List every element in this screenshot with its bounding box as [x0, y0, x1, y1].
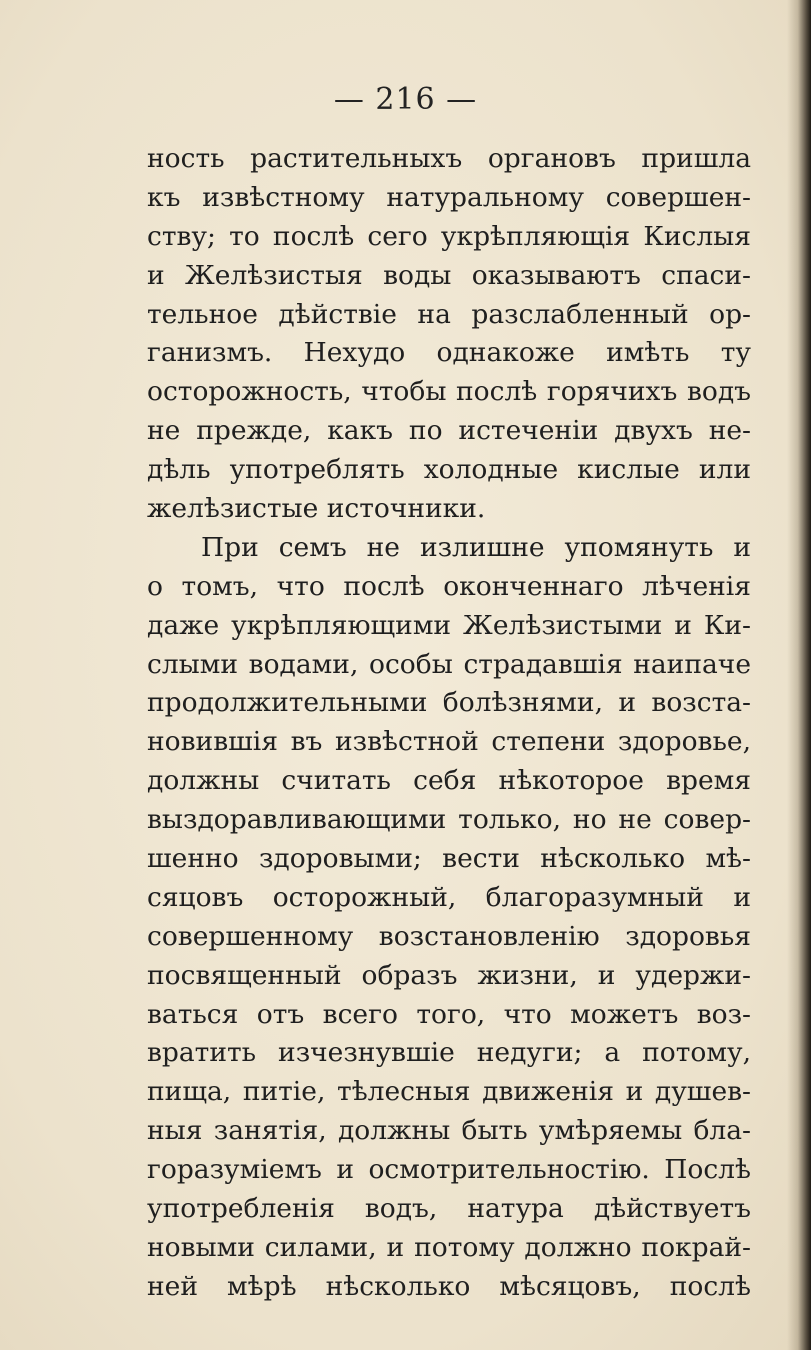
text-line: вратить изчезнувшіе недуги; а потому,: [147, 1037, 751, 1069]
text-line: къ извѣстному натуральному совершен-: [147, 181, 751, 213]
body-text: [147, 140, 751, 1307]
text-line: и Желѣзистыя воды оказываютъ спаси-: [147, 259, 751, 291]
text-line: осторожность, чтобы послѣ горячихъ водъ: [147, 376, 751, 408]
paragraph-2: [147, 529, 751, 1307]
text-line: должны считать себя нѣкоторое время: [147, 765, 751, 797]
text-line: ству; то послѣ сего укрѣпляющія Кислыя: [147, 220, 751, 252]
text-line: посвященный образъ жизни, и удержи-: [147, 959, 751, 991]
text-line: желѣзистые источники.: [147, 493, 486, 525]
text-line: дѣль употреблять холодные кислые или: [147, 454, 751, 486]
text-line: совершенному возстановленію здоровья: [147, 920, 751, 952]
text-line: продолжительными болѣзнями, и возста-: [147, 687, 751, 719]
text-line: ней мѣрѣ нѣсколько мѣсяцовъ, послѣ: [147, 1270, 751, 1302]
text-line: ваться отъ всего того, что можетъ воз-: [147, 998, 751, 1030]
text-line: даже укрѣпляющими Желѣзистыми и Ки-: [147, 609, 751, 641]
text-line: тельное дѣйствіе на разслабленный ор-: [147, 298, 751, 330]
text-line: ность растительныхъ органовъ пришла: [147, 143, 751, 174]
text-line: не прежде, какъ по истеченіи двухъ не-: [147, 415, 751, 447]
text-line: слыми водами, особы страдавшія наипаче: [147, 648, 751, 680]
page-number: — 216 —: [333, 82, 478, 117]
text-line: сяцовъ осторожный, благоразумный и: [147, 881, 751, 913]
text-line: новыми силами, и потому должно покрай-: [147, 1231, 751, 1263]
text-line: новившія въ извѣстной степени здоровье,: [147, 726, 751, 758]
text-line: ныя занятія, должны быть умѣряемы бла-: [147, 1115, 751, 1147]
book-spine-shadow: [787, 0, 811, 1350]
text-line: горазуміемъ и осмотрительностію. Послѣ: [147, 1154, 751, 1186]
text-line: пища, питіе, тѣлесныя движенія и душев-: [147, 1076, 751, 1108]
text-line: употребленія водъ, натура дѣйствуетъ: [147, 1193, 751, 1225]
text-line: шенно здоровыми; вести нѣсколько мѣ-: [147, 843, 751, 875]
text-line: о томъ, что послѣ оконченнаго лѣченія: [147, 570, 751, 602]
text-line: При семъ не излишне упомянуть и: [201, 531, 751, 563]
text-line: выздоравливающими только, но не совер-: [147, 804, 751, 836]
text-line: ганизмъ. Нехудо однакоже имѣть ту: [147, 337, 751, 369]
paragraph-1: [147, 140, 751, 529]
